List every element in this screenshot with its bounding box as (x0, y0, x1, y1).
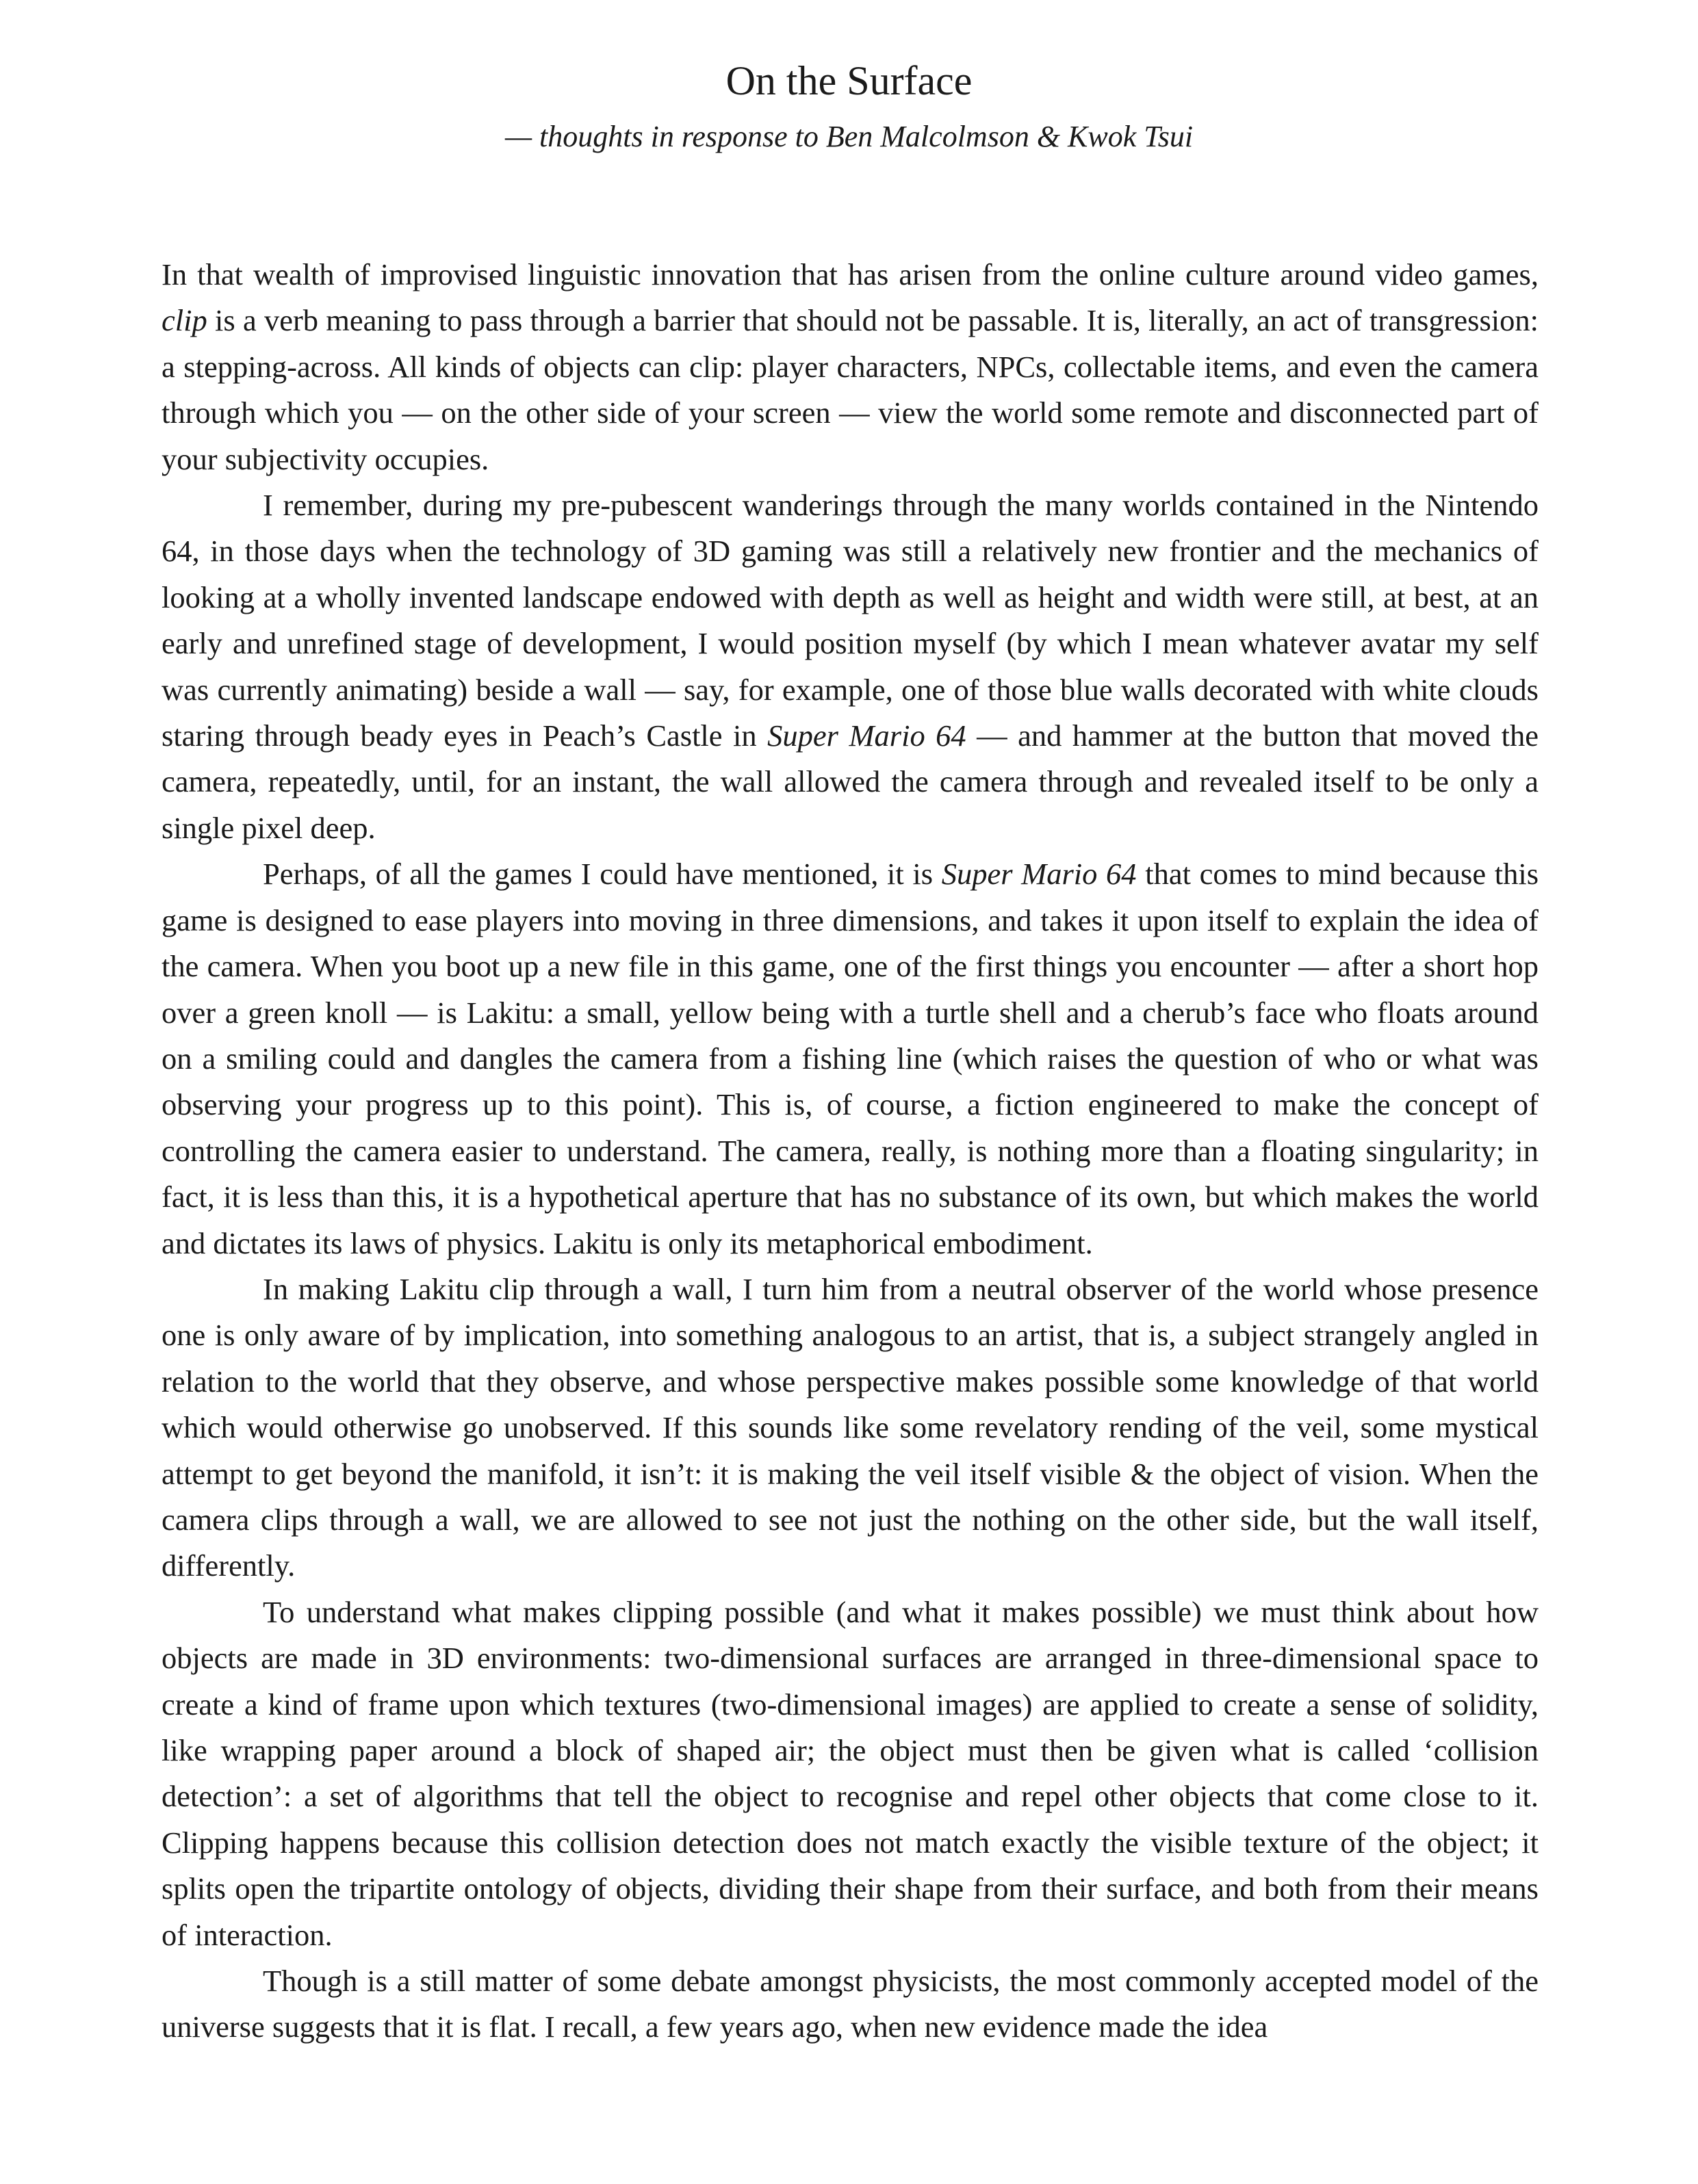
page-title: On the Surface (725, 58, 973, 103)
text-segment: To understand what makes clipping possible (and what it makes possible) we must think about how objects are made in 3D environments: two-dimensional surfaces are arranged in three-dimensional space to create a kind of frame upon which textures (two-dimensional images) are applied to create a sense of solidity, like wrapping paper around a block of shaped air; the object must then be given what is called ‘collision detection’: a set of algorithms that tell the object to recognise and repel other objects that come close to it. Clipping happens because this collision detection does not match exactly the visible texture of the object; it splits open the tripartite ontology of objects, dividing their shape from their surface, and both from their means of interaction. (162, 1594, 1539, 1952)
text-segment: — and hammer at the button that moved the camera, repeatedly, until, for an instant, the wall allowed the camera through and revealed itself to be only a single pixel deep. (162, 718, 1539, 845)
text-segment: Though is a still matter of some debate amongst physicists, the most commonly accepted model of the universe suggests that it is flat. I recall, a few years ago, when new evidence made the idea (162, 1964, 1539, 2044)
paragraph-2 (162, 482, 1539, 851)
paragraph-5 (162, 1589, 1539, 1958)
text-segment: is a verb meaning to pass through a barrier that should not be passable. It is, literally, an act of transgression: a stepping-across. All kinds of objects can clip: player characters, NPCs, collectable items, and even the camera through which you — on the other side of your screen — view the world some remote and disconnected part of your subjectivity occupies. (162, 303, 1539, 476)
text-segment: Perhaps, of all the games I could have mentioned, it is (263, 857, 942, 892)
text-segment: I remember, during my pre-pubescent wanderings through the many worlds contained in the Nintendo 64, in those days when the technology of 3D gaming was still a relatively new frontier and the mechanics of looking at a wholly invented landscape endowed with depth as well as height and width were still, at best, at an early and unrefined stage of development, I would position myself (by which I mean whatever avatar my self was currently animating) beside a wall — say, for example, one of those blue walls decorated with white clouds staring through beady eyes in Peach’s Castle in (162, 488, 1539, 753)
text-segment: that comes to mind because this game is designed to ease players into moving in three dimensions, and takes it upon itself to explain the idea of the camera. When you boot up a new file in this game, one of the first things you encounter — after a short hop over a green knoll — is Lakitu: a small, yellow being with a turtle shell and a cherub’s face who floats around on a smiling could and dangles the camera from a fishing line (which raises the question of who or what was observing your progress up to this point). This is, of course, a fiction engineered to make the concept of controlling the camera easier to understand. The camera, really, is nothing more than a floating singularity; in fact, it is less than this, it is a hypothetical aperture that has no substance of its own, but which makes the world and dictates its laws of physics. Lakitu is only its metaphorical embodiment. (162, 857, 1539, 1260)
text-segment-italic: clip (162, 303, 207, 338)
paragraph-3 (162, 851, 1539, 1266)
text-segment-italic: Super Mario 64 (941, 857, 1137, 892)
essay-body (162, 252, 1539, 2051)
paragraph-6 (162, 1958, 1539, 2051)
paragraph-1 (162, 252, 1539, 482)
text-segment: In that wealth of improvised linguistic innovation that has arisen from the online culture around video games, (162, 257, 1539, 291)
paragraph-4 (162, 1266, 1539, 1589)
page-subtitle: — thoughts in response to Ben Malcolmson & Kwok Tsui (504, 120, 1194, 153)
text-segment-italic: Super Mario 64 (767, 718, 966, 753)
text-segment: In making Lakitu clip through a wall, I turn him from a neutral observer of the world whose presence one is only aware of by implication, into something analogous to an artist, that is, a subject strangely angled in relation to the world that they observe, and whose perspective makes possible some knowledge of that world which would otherwise go unobserved. If this sounds like some revelatory rending of the veil, some mystical attempt to get beyond the manifold, it isn’t: it is making the veil itself visible & the object of vision. When the camera clips through a wall, we are allowed to see not just the nothing on the other side, but the wall itself, differently. (162, 1271, 1539, 1583)
